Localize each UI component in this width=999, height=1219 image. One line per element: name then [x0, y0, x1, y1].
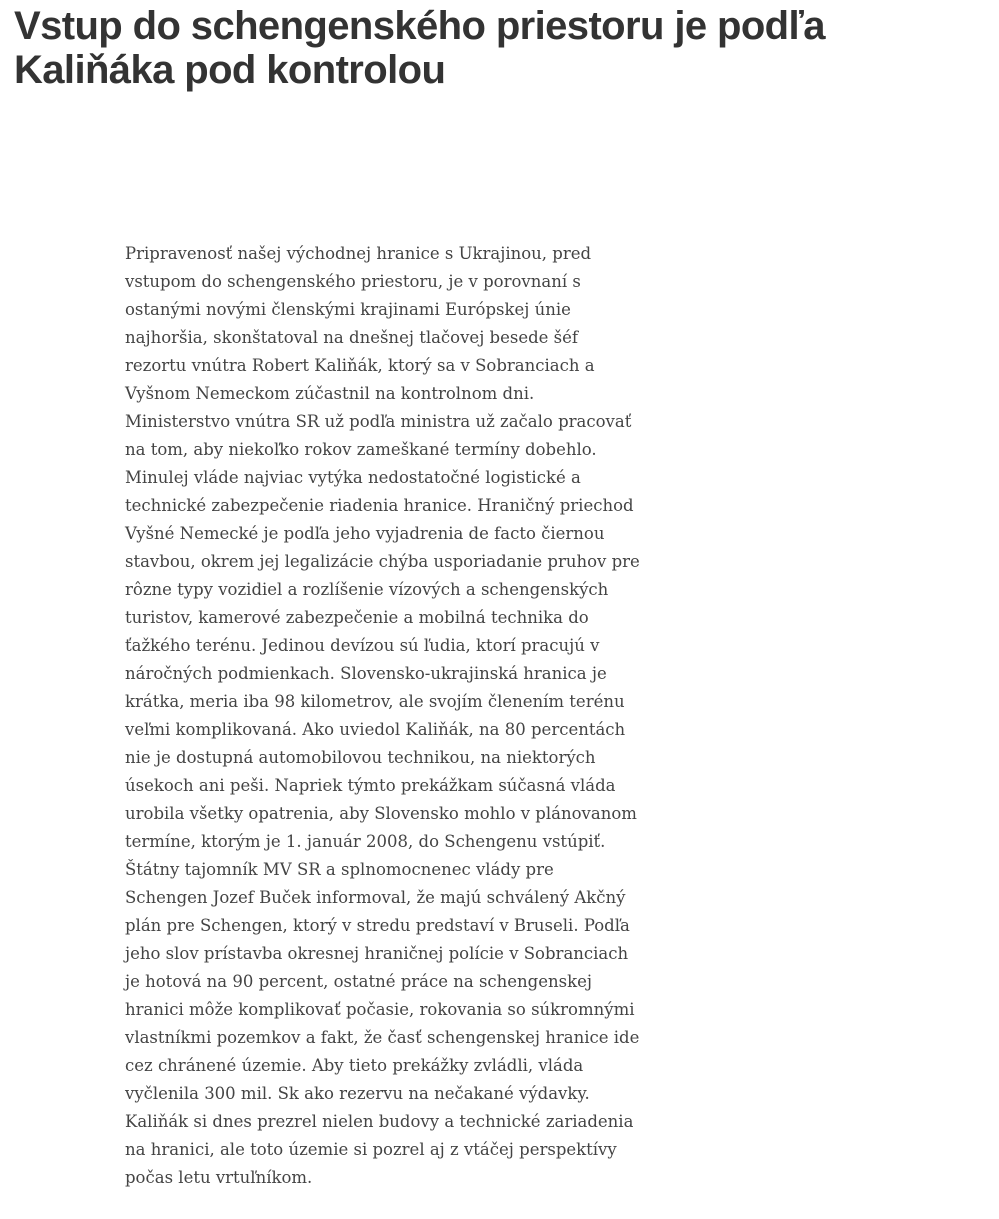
article-paragraph: Štátny tajomník MV SR a splnomocnenec vlády pre Schengen Jozef Buček informoval, že majú schválený Akčný plán pre Schengen, ktorý v stredu predstaví v Bruseli. Podľa jeho slov prístavba okresnej hraničnej polície v Sobranciach je hotová na 90 percent, ostatné práce na schengenskej hranici môže komplikovať počasie, rokovania so súkromnými vlastníkmi pozemkov a fakt, že časť schengenskej hranice ide cez chránené územie. Aby tieto prekážky zvládli, vláda vyčlenila 300 mil. Sk ako rezervu na nečakané výdavky. Kaliňák si dnes prezrel nielen budovy a technické zariadenia na hranici, ale toto územie si pozrel aj z vtáčej perspektívy počas letu vrtuľníkom. — [125, 860, 640, 1187]
article-paragraph: Minulej vláde najviac vytýka nedostatočné logistické a technické zabezpečenie riadenia hranice. Hraničný priechod Vyšné Nemecké je podľa jeho vyjadrenia de facto čiernou stavbou, okrem jej legalizácie chýba usporiadanie pruhov pre rôzne typy vozidiel a rozlíšenie vízových a schengenských turistov, kamerové zabezpečenie a mobilná technika do ťažkého terénu. Jedinou devízou sú ľudia, ktorí pracujú v náročných podmienkach. Slovensko-ukrajinská hranica je krátka, meria iba 98 kilometrov, ale svojím členením terénu veľmi komplikovaná. Ako uviedol Kaliňák, na 80 percentách nie je dostupná automobilovou technikou, na niektorých úsekoch ani peši. Napriek týmto prekážkam súčasná vláda urobila všetky opatrenia, aby Slovensko mohlo v plánovanom termíne, ktorým je 1. január 2008, do Schengenu vstúpiť. — [125, 468, 640, 851]
article-title: Vstup do schengenského priestoru je podľa Kaliňáka pod kontrolou — [14, 4, 825, 92]
article-paragraph: Pripravenosť našej východnej hranice s Ukrajinou, pred vstupom do schengenského priestoru, je v porovnaní s ostanými novými členskými krajinami Európskej únie najhoršia, skonštatoval na dnešnej tlačovej besede šéf rezortu vnútra Robert Kaliňák, ktorý sa v Sobranciach a Vyšnom Nemeckom zúčastnil na kontrolnom dni. Ministerstvo vnútra SR už podľa ministra už začalo pracovať na tom, aby niekoľko rokov zameškané termíny dobehlo. — [125, 244, 632, 459]
article-body — [125, 240, 640, 1192]
